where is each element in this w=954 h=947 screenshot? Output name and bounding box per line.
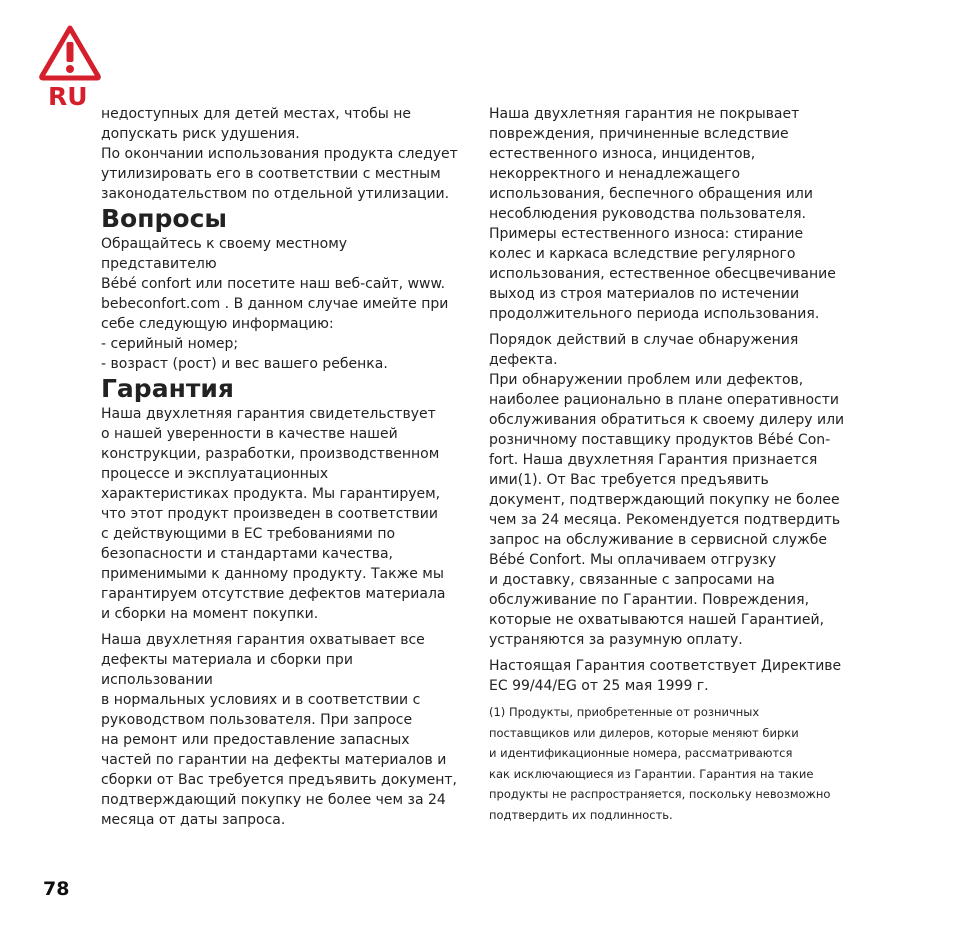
footnote: (1) Продукты, приобретенные от розничных поставщиков или дилеров, которые меняют бирки и идентификационные номера, рассматриваются как исключающиеся из Гарантии. Гарантия на такие продукты не распространяется, поскольку невозможно подтвердить их подлинность. bbox=[489, 705, 831, 822]
warning-triangle-icon bbox=[38, 24, 102, 82]
questions-heading: Вопросы bbox=[101, 204, 228, 233]
page-number: 78 bbox=[43, 878, 70, 900]
warranty-paragraph-2: Наша двухлетняя гарантия охватывает все дефекты материала и сборки при использовании в нормальных условиях и в соответствии с руководством пользователя. При запросе на ремонт или предоставление запасных частей по гарантии на дефекты материалов и сборки от Вас требуется предъявить документ, подтверждающий покупку не более чем за 24 месяца от даты запроса. bbox=[101, 632, 457, 828]
right-column bbox=[489, 104, 849, 825]
warranty-exclusions-paragraph: Наша двухлетняя гарантия не покрывает повреждения, причиненные вследствие естественного износа, инцидентов, некорректного и ненадлежащего использования, беспечного обращения или несоблюдения руководства пользователя. Примеры естественного износа: стирание колес и каркаса вследствие регулярного использования, естественное обесцвечивание выход из строя материалов по истечении продолжительного периода использования. bbox=[489, 106, 836, 322]
questions-paragraph: Обращайтесь к своему местному представителю Bébé confort или посетите наш веб-сайт, www. bebeconfort.com . В данном случае имейте при себе следующую информацию: - серийный номер; - возраст (рост) и вес вашего ребенка. bbox=[101, 236, 449, 372]
left-column bbox=[101, 104, 461, 830]
warranty-paragraph-1: Наша двухлетняя гарантия свидетельствует о нашей уверенности в качестве нашей конструкции, разработки, производственном процессе и эксплуатационных характеристиках продукта. Мы гарантируем, что этот продукт произведен в соответствии с действующими в ЕС требованиями по безопасности и стандартами качества, применимыми к данному продукту. Также мы гарантируем отсутствие дефектов материала и сборки на момент покупки. bbox=[101, 406, 446, 622]
intro-paragraph: недоступных для детей местах, чтобы не допускать риск удушения. По окончании использования продукта следует утилизировать его в соответствии с местным законодательством по отдельной утилизации. bbox=[101, 106, 458, 202]
directive-paragraph: Настоящая Гарантия соответствует Директиве ЕС 99/44/EG от 25 мая 1999 г. bbox=[489, 658, 842, 694]
language-code: RU bbox=[48, 82, 88, 111]
warranty-heading: Гарантия bbox=[101, 374, 234, 403]
defect-procedure-paragraph: Порядок действий в случае обнаружения дефекта. При обнаружении проблем или дефектов, наиболее рационально в плане оперативности обслуживания обратиться к своему дилеру или розничному поставщику продуктов Bébé Con- fort. Наша двухлетняя Гарантия признается ими(1). От Вас требуется предъявить документ, подтверждающий покупку не более чем за 24 месяца. Рекомендуется подтвердить запрос на обслуживание в сервисной службе Bébé Confort. Мы оплачиваем отгрузку и доставку, связанные с запросами на обслуживание по Гарантии. Повреждения, которые не охватываются нашей Гарантией, устраняются за разумную оплату. bbox=[489, 332, 845, 648]
